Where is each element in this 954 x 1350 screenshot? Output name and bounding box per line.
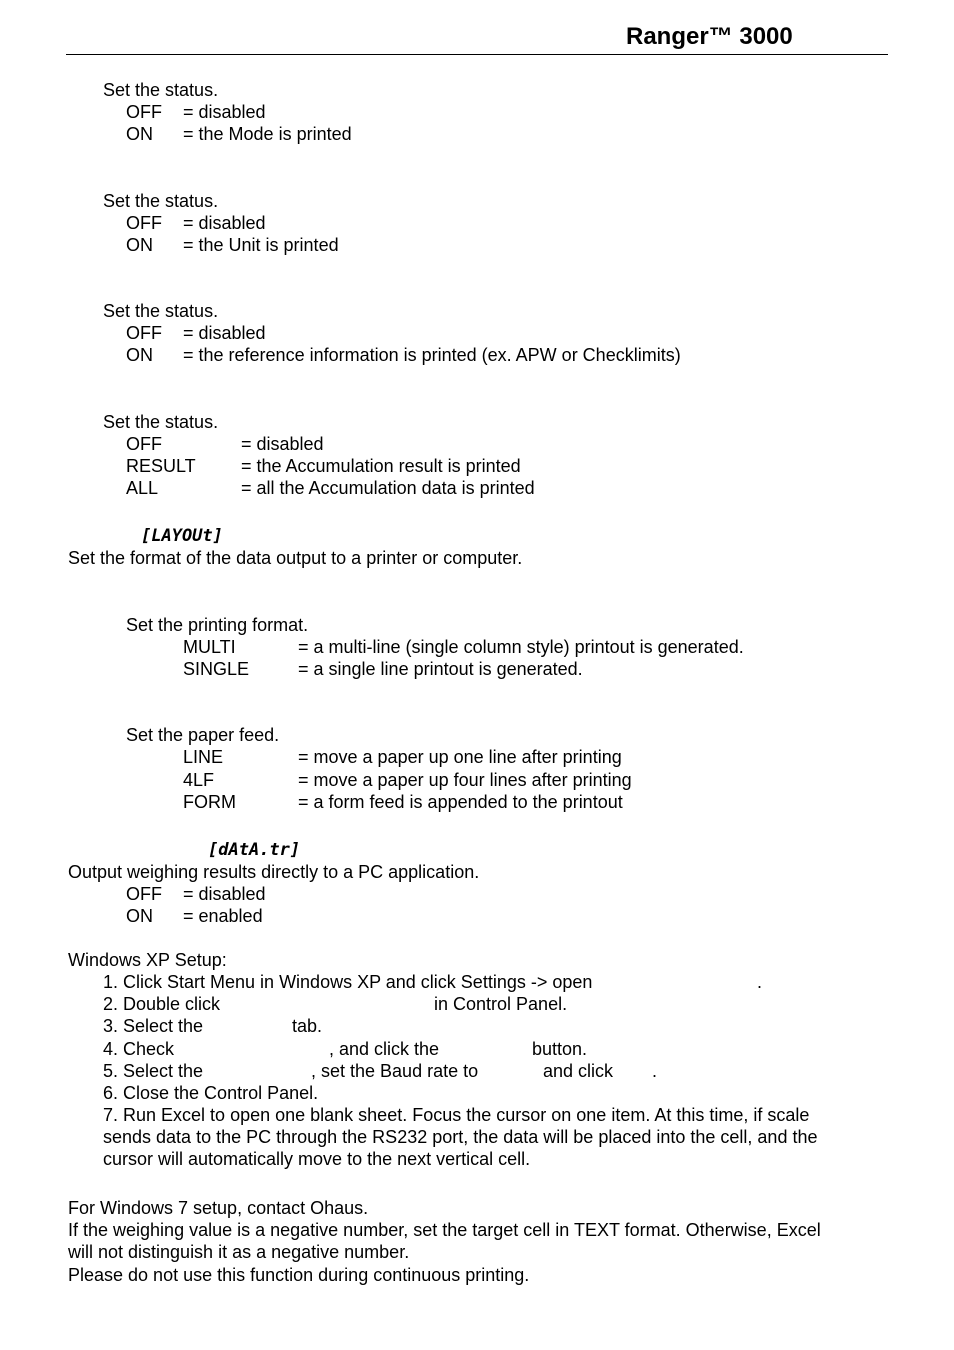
unit-intro: Set the status. xyxy=(103,191,219,211)
mode-off-val: = disabled xyxy=(183,102,266,122)
mode-on-key: ON xyxy=(126,124,153,144)
xp-step5-mid: , set the Baud rate to xyxy=(311,1061,479,1081)
xp-step2: 2. Double click xyxy=(103,994,221,1014)
accum-intro: Set the status. xyxy=(103,412,219,432)
xp-step6: 6. Close the Control Panel. xyxy=(103,1083,319,1103)
feed-form-val: = a form feed is appended to the printout xyxy=(298,792,623,812)
xp-step7-line1: 7. Run Excel to open one blank sheet. Focus the cursor on one item. At this time, if scale xyxy=(103,1105,810,1125)
xp-step4-end: button. xyxy=(532,1039,588,1059)
unit-on-val: = the Unit is printed xyxy=(183,235,339,255)
header-rule xyxy=(66,54,888,55)
layout-desc: Set the format of the data output to a printer or computer. xyxy=(68,548,523,568)
feed-line-val: = move a paper up one line after printing xyxy=(298,747,622,767)
format-single-key: SINGLE xyxy=(183,659,250,679)
xp-step1-end: . xyxy=(757,972,763,992)
unit-on-key: ON xyxy=(126,235,153,255)
format-intro: Set the printing format. xyxy=(126,615,309,635)
feed-intro: Set the paper feed. xyxy=(126,725,280,745)
ref-off-key: OFF xyxy=(126,323,162,343)
xp-step5-mid2: and click xyxy=(543,1061,614,1081)
accum-result-key: RESULT xyxy=(126,456,196,476)
continuous-note: Please do not use this function during continuous printing. xyxy=(68,1265,530,1285)
xp-step7-line3: cursor will automatically move to the next vertical cell. xyxy=(103,1149,531,1169)
xp-step7-line2: sends data to the PC through the RS232 port, the data will be placed into the cell, and the xyxy=(103,1127,818,1147)
feed-form-key: FORM xyxy=(183,792,236,812)
feed-4lf-key: 4LF xyxy=(183,770,215,790)
layout-lcd-label: [LAYOUt] xyxy=(141,526,223,546)
feed-4lf-val: = move a paper up four lines after printing xyxy=(298,770,632,790)
datatr-lcd-label: [dAtA.tr] xyxy=(208,840,301,860)
unit-off-val: = disabled xyxy=(183,213,266,233)
datatr-on-key: ON xyxy=(126,906,153,926)
accum-all-key: ALL xyxy=(126,478,159,498)
ref-on-val: = the reference information is printed (ex. APW or Checklimits) xyxy=(183,345,681,365)
xp-step4-mid: , and click the xyxy=(329,1039,440,1059)
xp-step5-end: . xyxy=(652,1061,658,1081)
xp-heading: Windows XP Setup: xyxy=(68,950,227,970)
xp-step2-end: in Control Panel. xyxy=(434,994,568,1014)
format-multi-key: MULTI xyxy=(183,637,236,657)
mode-intro: Set the status. xyxy=(103,80,219,100)
ref-intro: Set the status. xyxy=(103,301,219,321)
datatr-off-val: = disabled xyxy=(183,884,266,904)
accum-off-val: = disabled xyxy=(241,434,324,454)
accum-result-val: = the Accumulation result is printed xyxy=(241,456,521,476)
win7-note: For Windows 7 setup, contact Ohaus. xyxy=(68,1198,369,1218)
ref-on-key: ON xyxy=(126,345,153,365)
datatr-on-val: = enabled xyxy=(183,906,263,926)
format-single-val: = a single line printout is generated. xyxy=(298,659,583,679)
xp-step3: 3. Select the xyxy=(103,1016,204,1036)
ref-off-val: = disabled xyxy=(183,323,266,343)
format-multi-val: = a multi-line (single column style) printout is generated. xyxy=(298,637,744,657)
mode-on-val: = the Mode is printed xyxy=(183,124,352,144)
datatr-off-key: OFF xyxy=(126,884,162,904)
xp-step3-end: tab. xyxy=(292,1016,323,1036)
xp-step4: 4. Check xyxy=(103,1039,175,1059)
negative-note-line1: If the weighing value is a negative number, set the target cell in TEXT format. Otherwise, Excel xyxy=(68,1220,821,1240)
unit-off-key: OFF xyxy=(126,213,162,233)
negative-note-line2: will not distinguish it as a negative number. xyxy=(68,1242,410,1262)
xp-step1: 1. Click Start Menu in Windows XP and click Settings -> open xyxy=(103,972,593,992)
page-title: Ranger™ 3000 xyxy=(626,23,793,50)
mode-off-key: OFF xyxy=(126,102,162,122)
accum-all-val: = all the Accumulation data is printed xyxy=(241,478,535,498)
feed-line-key: LINE xyxy=(183,747,224,767)
datatr-desc: Output weighing results directly to a PC application. xyxy=(68,862,480,882)
xp-step5: 5. Select the xyxy=(103,1061,204,1081)
accum-off-key: OFF xyxy=(126,434,162,454)
